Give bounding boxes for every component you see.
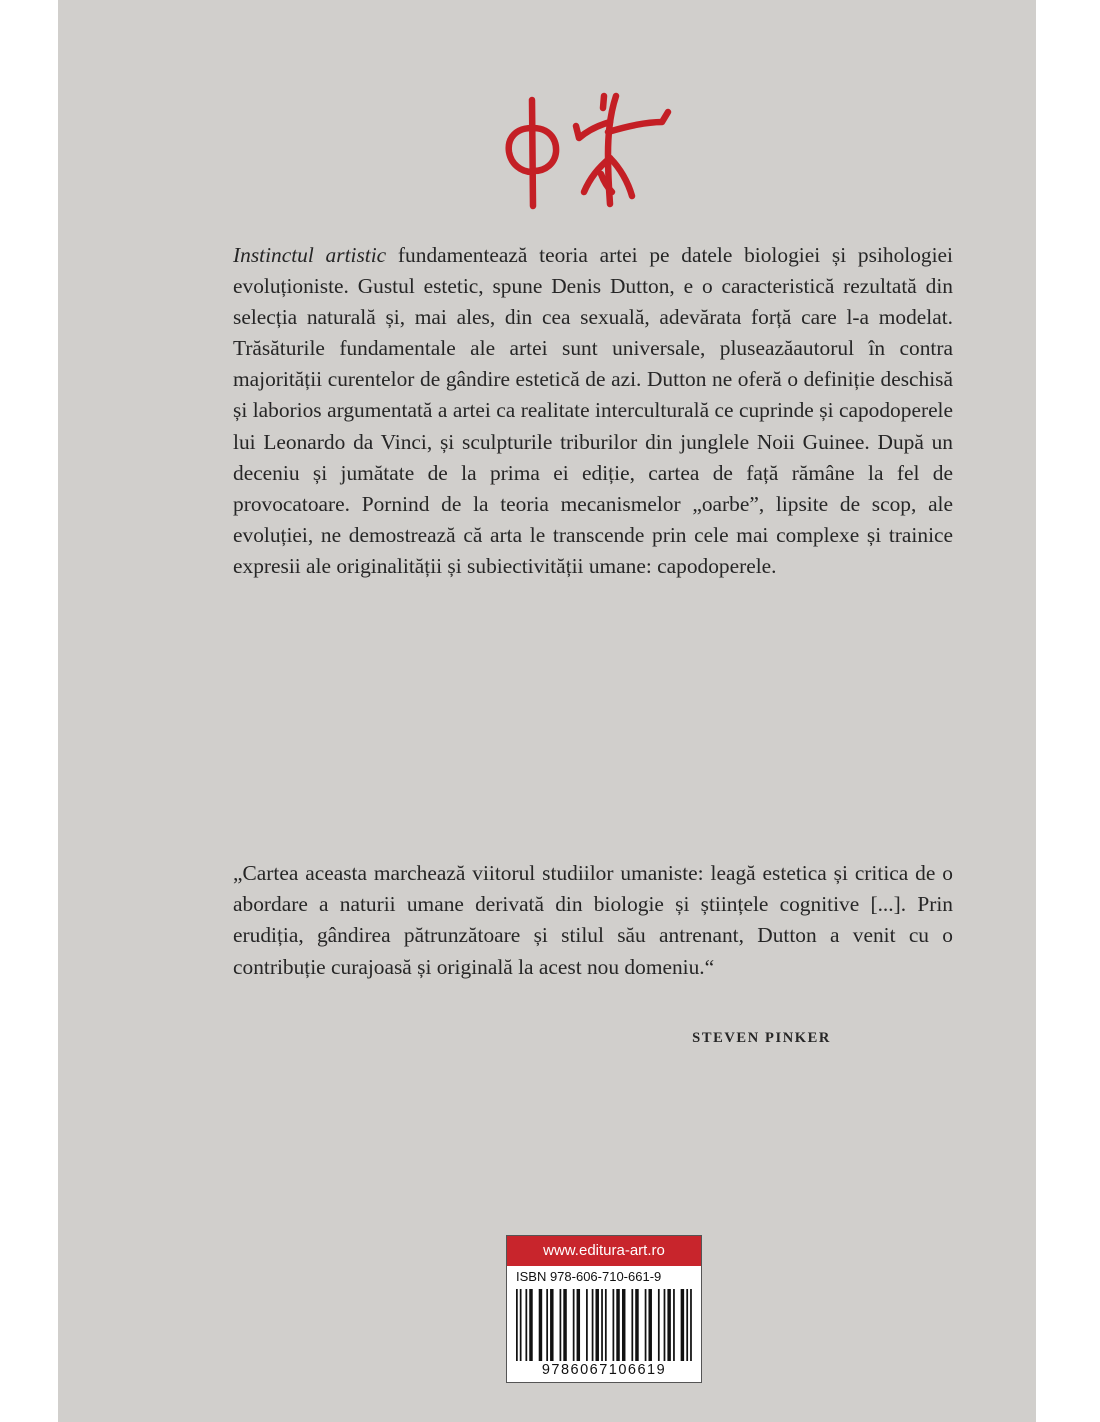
barcode-bar bbox=[673, 1289, 675, 1361]
barcode-bar bbox=[595, 1289, 598, 1361]
barcode-digits: 9786067106619 bbox=[541, 1362, 667, 1378]
quote-author: STEVEN PINKER bbox=[692, 1030, 831, 1046]
barcode-bar bbox=[586, 1289, 588, 1361]
barcode-bar bbox=[563, 1289, 566, 1361]
barcode-bar bbox=[658, 1289, 660, 1361]
barcode-bar bbox=[592, 1289, 594, 1361]
barcode-bar bbox=[520, 1289, 522, 1361]
barcode-bar bbox=[529, 1289, 532, 1361]
barcode-bar bbox=[645, 1289, 647, 1361]
barcode-label bbox=[506, 1235, 702, 1383]
book-title-italic: Instinctul artistic bbox=[233, 243, 387, 267]
publisher-url: www.editura-art.ro bbox=[507, 1236, 701, 1266]
barcode-bar bbox=[573, 1289, 575, 1361]
barcode-bar bbox=[525, 1289, 527, 1361]
barcode-bar bbox=[546, 1289, 548, 1361]
barcode-bar bbox=[616, 1289, 619, 1361]
barcode-bar bbox=[686, 1289, 688, 1361]
barcode-bar bbox=[667, 1289, 670, 1361]
barcode-bar bbox=[664, 1289, 666, 1361]
barcode-bar bbox=[516, 1289, 518, 1361]
barcode-bar bbox=[605, 1289, 607, 1361]
barcode-bar bbox=[601, 1289, 603, 1361]
barcode-bar bbox=[635, 1289, 638, 1361]
back-cover bbox=[58, 0, 1036, 1422]
barcode-bar bbox=[681, 1289, 684, 1361]
barcode-bar bbox=[613, 1289, 615, 1361]
review-quote: „Cartea aceasta marchează viitorul studiilor umaniste: leagă estetica și critica de o abordare a naturii umane derivată din biologie și științele cognitive [...]. Prin erudiția, gândirea pătrunzătoare și stilul său antrenant, Dutton a venit cu o contribuție curajoasă și originală la acest nou domeniu.“ bbox=[233, 861, 953, 979]
barcode-bar bbox=[690, 1289, 692, 1361]
barcode-bar bbox=[631, 1289, 633, 1361]
barcode-bar bbox=[622, 1289, 625, 1361]
barcode-bar bbox=[539, 1289, 542, 1361]
barcode-bars bbox=[516, 1289, 692, 1361]
barcode-bar bbox=[550, 1289, 553, 1361]
book-description bbox=[233, 240, 953, 582]
barcode-bar bbox=[560, 1289, 562, 1361]
barcode-bar bbox=[577, 1289, 580, 1361]
barcode-bar bbox=[648, 1289, 651, 1361]
description-text: fundamentează teoria artei pe datele biologiei și psihologiei evoluționiste. Gustul estetic, spune Denis Dutton, e o caracteristică rezultată din selecția naturală și, mai ales, din cea sexuală, adevărata forță care l-a modelat. Trăsăturile fundamentale ale artei sunt universale, pluseazăautorul în contra majorității curentelor de gândire estetică de azi. Dutton ne oferă o definiție deschisă și laborios argumentată a artei ca realitate interculturală ce cuprinde și capodoperele lui Leonardo da Vinci, și sculpturile triburilor din junglele Noii Guinee. După un deceniu și jumătate de la prima ei ediție, cartea de față rămâne la fel de provocatoare. Pornind de la teoria mecanismelor „oarbe”, lipsite de scop, ale evoluției, ne demostrează că arta le transcende prin cele mai complexe și trainice expresii ale originalității și subiectivității umane: capodoperele. bbox=[233, 243, 953, 578]
isbn-number: ISBN 978-606-710-661-9 bbox=[516, 1269, 662, 1284]
runic-symbols-icon bbox=[500, 92, 712, 212]
